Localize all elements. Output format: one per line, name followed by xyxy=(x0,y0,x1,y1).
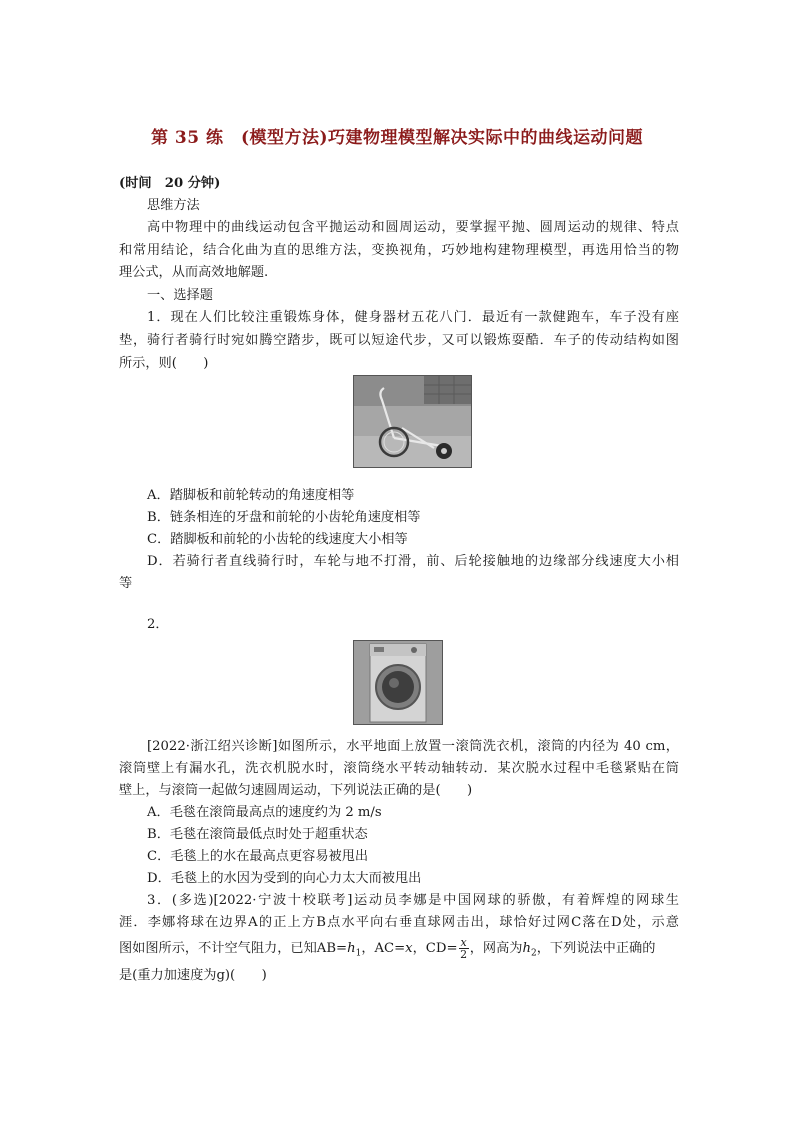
q1-option-a: A．踏脚板和前轮转动的角速度相等 xyxy=(147,488,355,503)
q1-stem-line: 垫，骑行者骑行时宛如腾空踏步，既可以短途代步，又可以锻炼耍酷．车子的传动结构如图 xyxy=(119,333,679,348)
q3-text: ，下列说法中正确的 xyxy=(536,941,656,956)
q2-stem-line: 壁上，与滚筒一起做匀速圆周运动，下列说法正确的是( ) xyxy=(119,783,473,798)
method-line: 高中物理中的曲线运动包含平抛运动和圆周运动，要掌握平抛、圆周运动的规律、特点 xyxy=(147,220,679,235)
q2-stem-line: [2022·浙江绍兴诊断]如图所示，水平地面上放置一滚筒洗衣机，滚筒的内径为 40 cm， xyxy=(147,739,679,754)
q3-text: 图如图所示，不计空气阻力，已知AB= xyxy=(119,941,348,956)
fitness-bike-icon xyxy=(354,376,471,467)
q1-option-d: D．若骑行者直线骑行时，车轮与地不打滑，前、后轮接触地的边缘部分线速度大小相 xyxy=(147,554,679,569)
page-title: 第 35 练 (模型方法)巧建物理模型解决实际中的曲线运动问题 xyxy=(150,128,644,148)
q1-stem-line: 所示，则( ) xyxy=(119,356,209,371)
q2-option-c: C．毛毯上的水在最高点更容易被甩出 xyxy=(147,849,369,864)
var-h: h xyxy=(347,941,356,956)
sub-1: 1 xyxy=(355,948,362,959)
q2-number: 2． xyxy=(147,617,169,632)
method-line: 和常用结论，结合化曲为直的思维方法，变换视角，巧妙地构建物理模型，再选用恰当的物 xyxy=(119,243,679,258)
q1-option-c: C．踏脚板和前轮的小齿轮的线速度大小相等 xyxy=(147,532,408,547)
q1-option-b: B．链条相连的牙盘和前轮的小齿轮角速度相等 xyxy=(147,510,421,525)
q2-option-d: D．毛毯上的水因为受到的向心力太大而被甩出 xyxy=(147,871,422,886)
fraction-numerator: x xyxy=(460,936,467,949)
q1-option-d-cont: 等 xyxy=(119,576,133,591)
var-x: x xyxy=(405,941,413,956)
method-line: 理公式，从而高效地解题. xyxy=(119,265,269,280)
fraction-denominator: 2 xyxy=(460,948,468,961)
q2-stem-line: 滚筒壁上有漏水孔，洗衣机脱水时，滚筒绕水平转动轴转动．某次脱水过程中毛毯紧贴在筒 xyxy=(119,761,679,776)
fitness-bike-figure xyxy=(353,375,472,468)
sub-2: 2 xyxy=(530,948,537,959)
method-heading: 思维方法 xyxy=(147,198,200,213)
q2-option-a: A．毛毯在滚筒最高点的速度约为 2 m/s xyxy=(147,805,382,820)
section-heading: 一、选择题 xyxy=(147,288,213,303)
time-note: (时间 20 分钟) xyxy=(119,176,221,191)
q3-text: ，CD= xyxy=(412,941,458,956)
fraction-x-over-2 xyxy=(459,937,469,960)
q3-text: ，网高为 xyxy=(469,941,523,956)
q3-stem-line: 3．(多选)[2022·宁波十校联考]运动员李娜是中国网球的骄傲，有着辉煌的网球生 xyxy=(147,893,679,908)
washing-machine-figure xyxy=(353,640,443,725)
washing-machine-icon xyxy=(354,641,442,724)
q3-stem-line: 涯．李娜将球在边界A的正上方B点水平向右垂直球网击出，球恰好过网C落在D处，示意 xyxy=(119,915,679,930)
q3-text: ，AC= xyxy=(361,941,406,956)
q3-stem-line: 是(重力加速度为g)( ) xyxy=(119,968,267,983)
q2-option-b: B．毛毯在滚筒最低点时处于超重状态 xyxy=(147,827,368,842)
q1-stem-line: 1．现在人们比较注重锻炼身体，健身器材五花八门．最近有一款健跑车，车子没有座 xyxy=(147,310,679,325)
var-h: h xyxy=(522,941,531,956)
